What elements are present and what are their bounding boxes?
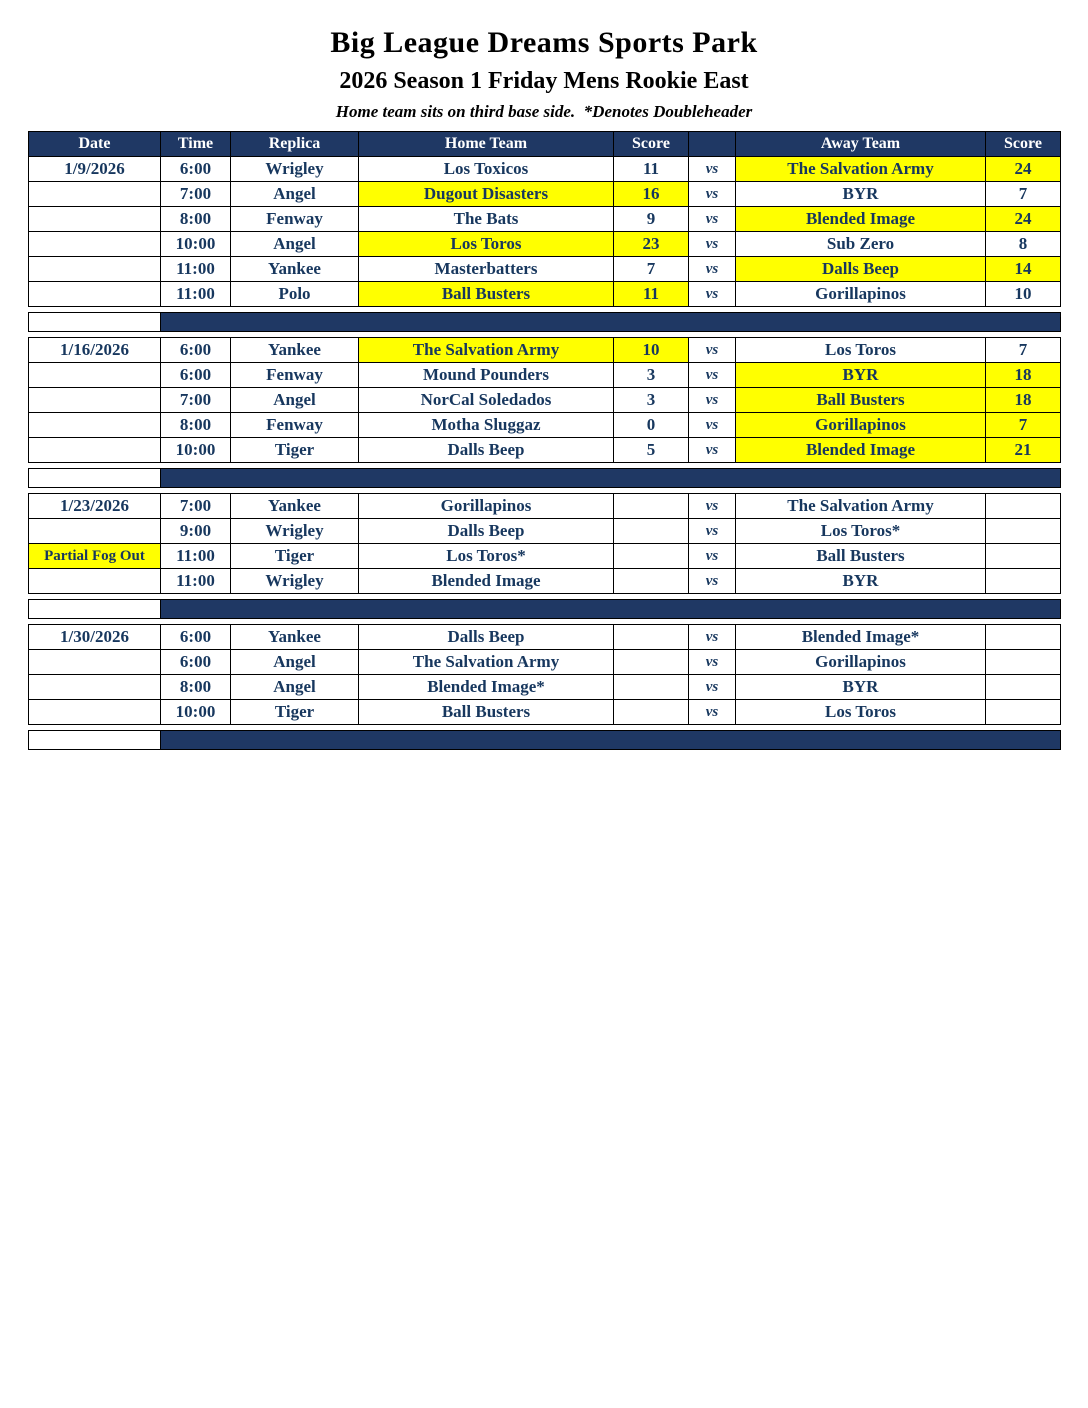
home-team-cell: Dalls Beep	[359, 519, 614, 544]
away-team-cell: Gorillapinos	[736, 650, 986, 675]
away-team-cell: Ball Busters	[736, 388, 986, 413]
date-cell: Partial Fog Out	[29, 544, 161, 569]
home-score-cell	[614, 650, 689, 675]
home-score-cell: 10	[614, 338, 689, 363]
away-score-cell	[986, 650, 1061, 675]
table-row	[29, 519, 1061, 544]
table-row	[29, 257, 1061, 282]
time-cell: 10:00	[161, 438, 231, 463]
replica-cell: Polo	[231, 282, 359, 307]
away-team-cell: Sub Zero	[736, 232, 986, 257]
away-score-cell	[986, 700, 1061, 725]
time-cell: 7:00	[161, 182, 231, 207]
separator-row	[29, 600, 1061, 619]
away-score-cell: 7	[986, 413, 1061, 438]
page-subtitle: 2026 Season 1 Friday Mens Rookie East	[339, 68, 749, 94]
header-away-score: Score	[986, 132, 1061, 157]
away-team-cell: Dalls Beep	[736, 257, 986, 282]
home-team-cell: Ball Busters	[359, 700, 614, 725]
away-score-cell: 18	[986, 363, 1061, 388]
table-row	[29, 182, 1061, 207]
schedule-table	[28, 131, 1061, 750]
home-score-cell: 0	[614, 413, 689, 438]
away-score-cell	[986, 569, 1061, 594]
vs-cell: vs	[689, 519, 736, 544]
date-cell	[29, 388, 161, 413]
replica-cell: Angel	[231, 388, 359, 413]
time-cell: 8:00	[161, 413, 231, 438]
date-cell	[29, 650, 161, 675]
vs-cell: vs	[689, 650, 736, 675]
home-score-cell	[614, 519, 689, 544]
away-score-cell	[986, 625, 1061, 650]
home-score-cell	[614, 494, 689, 519]
table-row	[29, 157, 1061, 182]
home-team-cell: Ball Busters	[359, 282, 614, 307]
home-score-cell	[614, 544, 689, 569]
date-cell	[29, 413, 161, 438]
table-row	[29, 494, 1061, 519]
home-team-cell: NorCal Soledados	[359, 388, 614, 413]
home-score-cell: 5	[614, 438, 689, 463]
away-score-cell: 7	[986, 182, 1061, 207]
separator-row	[29, 469, 1061, 488]
date-cell	[29, 232, 161, 257]
vs-cell: vs	[689, 544, 736, 569]
home-team-cell: The Bats	[359, 207, 614, 232]
date-cell	[29, 438, 161, 463]
header-vs	[689, 132, 736, 157]
home-team-cell: Los Toxicos	[359, 157, 614, 182]
away-score-cell: 21	[986, 438, 1061, 463]
home-score-cell: 16	[614, 182, 689, 207]
away-team-cell: Blended Image	[736, 438, 986, 463]
home-score-cell: 23	[614, 232, 689, 257]
time-cell: 11:00	[161, 257, 231, 282]
time-cell: 6:00	[161, 363, 231, 388]
date-cell: 1/9/2026	[29, 157, 161, 182]
replica-cell: Wrigley	[231, 519, 359, 544]
time-cell: 6:00	[161, 650, 231, 675]
vs-cell: vs	[689, 257, 736, 282]
replica-cell: Yankee	[231, 625, 359, 650]
separator-band	[161, 731, 1061, 750]
replica-cell: Yankee	[231, 494, 359, 519]
away-team-cell: The Salvation Army	[736, 494, 986, 519]
home-score-cell	[614, 700, 689, 725]
replica-cell: Tiger	[231, 544, 359, 569]
home-score-cell: 7	[614, 257, 689, 282]
date-cell	[29, 519, 161, 544]
separator-date-cell	[29, 469, 161, 488]
header-replica: Replica	[231, 132, 359, 157]
vs-cell: vs	[689, 157, 736, 182]
home-team-cell: Gorillapinos	[359, 494, 614, 519]
away-score-cell: 18	[986, 388, 1061, 413]
away-score-cell	[986, 544, 1061, 569]
vs-cell: vs	[689, 388, 736, 413]
away-score-cell: 8	[986, 232, 1061, 257]
time-cell: 8:00	[161, 675, 231, 700]
replica-cell: Fenway	[231, 363, 359, 388]
time-cell: 11:00	[161, 544, 231, 569]
date-cell: 1/30/2026	[29, 625, 161, 650]
away-team-cell: Los Toros	[736, 338, 986, 363]
separator-band	[161, 313, 1061, 332]
replica-cell: Yankee	[231, 257, 359, 282]
away-score-cell	[986, 494, 1061, 519]
away-score-cell: 24	[986, 157, 1061, 182]
header-home-team: Home Team	[359, 132, 614, 157]
table-row	[29, 569, 1061, 594]
time-cell: 10:00	[161, 232, 231, 257]
home-team-cell: Dalls Beep	[359, 438, 614, 463]
home-team-cell: Mound Pounders	[359, 363, 614, 388]
replica-cell: Yankee	[231, 338, 359, 363]
time-cell: 11:00	[161, 282, 231, 307]
away-team-cell: BYR	[736, 182, 986, 207]
home-score-cell	[614, 675, 689, 700]
home-score-cell: 11	[614, 282, 689, 307]
vs-cell: vs	[689, 363, 736, 388]
replica-cell: Tiger	[231, 700, 359, 725]
vs-cell: vs	[689, 569, 736, 594]
vs-cell: vs	[689, 413, 736, 438]
vs-cell: vs	[689, 207, 736, 232]
replica-cell: Tiger	[231, 438, 359, 463]
header-row	[29, 132, 1061, 157]
vs-cell: vs	[689, 338, 736, 363]
page-note: Home team sits on third base side. *Denotes Doubleheader	[335, 102, 753, 121]
table-row	[29, 207, 1061, 232]
table-row	[29, 232, 1061, 257]
time-cell: 6:00	[161, 625, 231, 650]
table-row	[29, 675, 1061, 700]
vs-cell: vs	[689, 232, 736, 257]
home-team-cell: Motha Sluggaz	[359, 413, 614, 438]
home-team-cell: The Salvation Army	[359, 650, 614, 675]
date-cell	[29, 282, 161, 307]
separator-row	[29, 731, 1061, 750]
away-score-cell: 7	[986, 338, 1061, 363]
separator-band	[161, 600, 1061, 619]
away-team-cell: BYR	[736, 363, 986, 388]
replica-cell: Angel	[231, 675, 359, 700]
table-row	[29, 544, 1061, 569]
home-team-cell: Los Toros	[359, 232, 614, 257]
home-team-cell: Los Toros*	[359, 544, 614, 569]
table-row	[29, 413, 1061, 438]
vs-cell: vs	[689, 182, 736, 207]
away-team-cell: Blended Image*	[736, 625, 986, 650]
replica-cell: Fenway	[231, 413, 359, 438]
away-team-cell: BYR	[736, 675, 986, 700]
time-cell: 6:00	[161, 338, 231, 363]
date-cell	[29, 207, 161, 232]
home-team-cell: The Salvation Army	[359, 338, 614, 363]
time-cell: 9:00	[161, 519, 231, 544]
time-cell: 11:00	[161, 569, 231, 594]
away-team-cell: BYR	[736, 569, 986, 594]
home-score-cell: 3	[614, 363, 689, 388]
table-row	[29, 700, 1061, 725]
time-cell: 8:00	[161, 207, 231, 232]
date-cell	[29, 700, 161, 725]
replica-cell: Fenway	[231, 207, 359, 232]
home-score-cell	[614, 569, 689, 594]
away-team-cell: The Salvation Army	[736, 157, 986, 182]
separator-date-cell	[29, 313, 161, 332]
away-score-cell	[986, 519, 1061, 544]
replica-cell: Angel	[231, 182, 359, 207]
table-row	[29, 438, 1061, 463]
home-team-cell: Masterbatters	[359, 257, 614, 282]
page-title: Big League Dreams Sports Park	[330, 26, 758, 59]
header-home-score: Score	[614, 132, 689, 157]
header-date: Date	[29, 132, 161, 157]
home-team-cell: Blended Image*	[359, 675, 614, 700]
replica-cell: Angel	[231, 232, 359, 257]
date-cell: 1/16/2026	[29, 338, 161, 363]
table-row	[29, 282, 1061, 307]
vs-cell: vs	[689, 438, 736, 463]
date-cell	[29, 182, 161, 207]
away-team-cell: Blended Image	[736, 207, 986, 232]
replica-cell: Angel	[231, 650, 359, 675]
table-row	[29, 650, 1061, 675]
replica-cell: Wrigley	[231, 157, 359, 182]
date-cell: 1/23/2026	[29, 494, 161, 519]
date-cell	[29, 257, 161, 282]
home-score-cell: 3	[614, 388, 689, 413]
table-row	[29, 338, 1061, 363]
table-row	[29, 363, 1061, 388]
time-cell: 7:00	[161, 388, 231, 413]
away-team-cell: Gorillapinos	[736, 413, 986, 438]
separator-band	[161, 469, 1061, 488]
home-team-cell: Dugout Disasters	[359, 182, 614, 207]
vs-cell: vs	[689, 700, 736, 725]
away-score-cell: 24	[986, 207, 1061, 232]
home-team-cell: Dalls Beep	[359, 625, 614, 650]
vs-cell: vs	[689, 494, 736, 519]
home-team-cell: Blended Image	[359, 569, 614, 594]
separator-date-cell	[29, 600, 161, 619]
separator-date-cell	[29, 731, 161, 750]
away-score-cell: 14	[986, 257, 1061, 282]
time-cell: 7:00	[161, 494, 231, 519]
vs-cell: vs	[689, 675, 736, 700]
vs-cell: vs	[689, 625, 736, 650]
away-score-cell	[986, 675, 1061, 700]
header-time: Time	[161, 132, 231, 157]
away-score-cell: 10	[986, 282, 1061, 307]
replica-cell: Wrigley	[231, 569, 359, 594]
home-score-cell: 11	[614, 157, 689, 182]
home-score-cell: 9	[614, 207, 689, 232]
away-team-cell: Los Toros	[736, 700, 986, 725]
vs-cell: vs	[689, 282, 736, 307]
separator-row	[29, 313, 1061, 332]
time-cell: 10:00	[161, 700, 231, 725]
home-score-cell	[614, 625, 689, 650]
table-row	[29, 625, 1061, 650]
date-cell	[29, 363, 161, 388]
schedule-body	[29, 157, 1061, 750]
date-cell	[29, 675, 161, 700]
time-cell: 6:00	[161, 157, 231, 182]
away-team-cell: Ball Busters	[736, 544, 986, 569]
date-cell	[29, 569, 161, 594]
away-team-cell: Gorillapinos	[736, 282, 986, 307]
away-team-cell: Los Toros*	[736, 519, 986, 544]
table-row	[29, 388, 1061, 413]
header-away-team: Away Team	[736, 132, 986, 157]
